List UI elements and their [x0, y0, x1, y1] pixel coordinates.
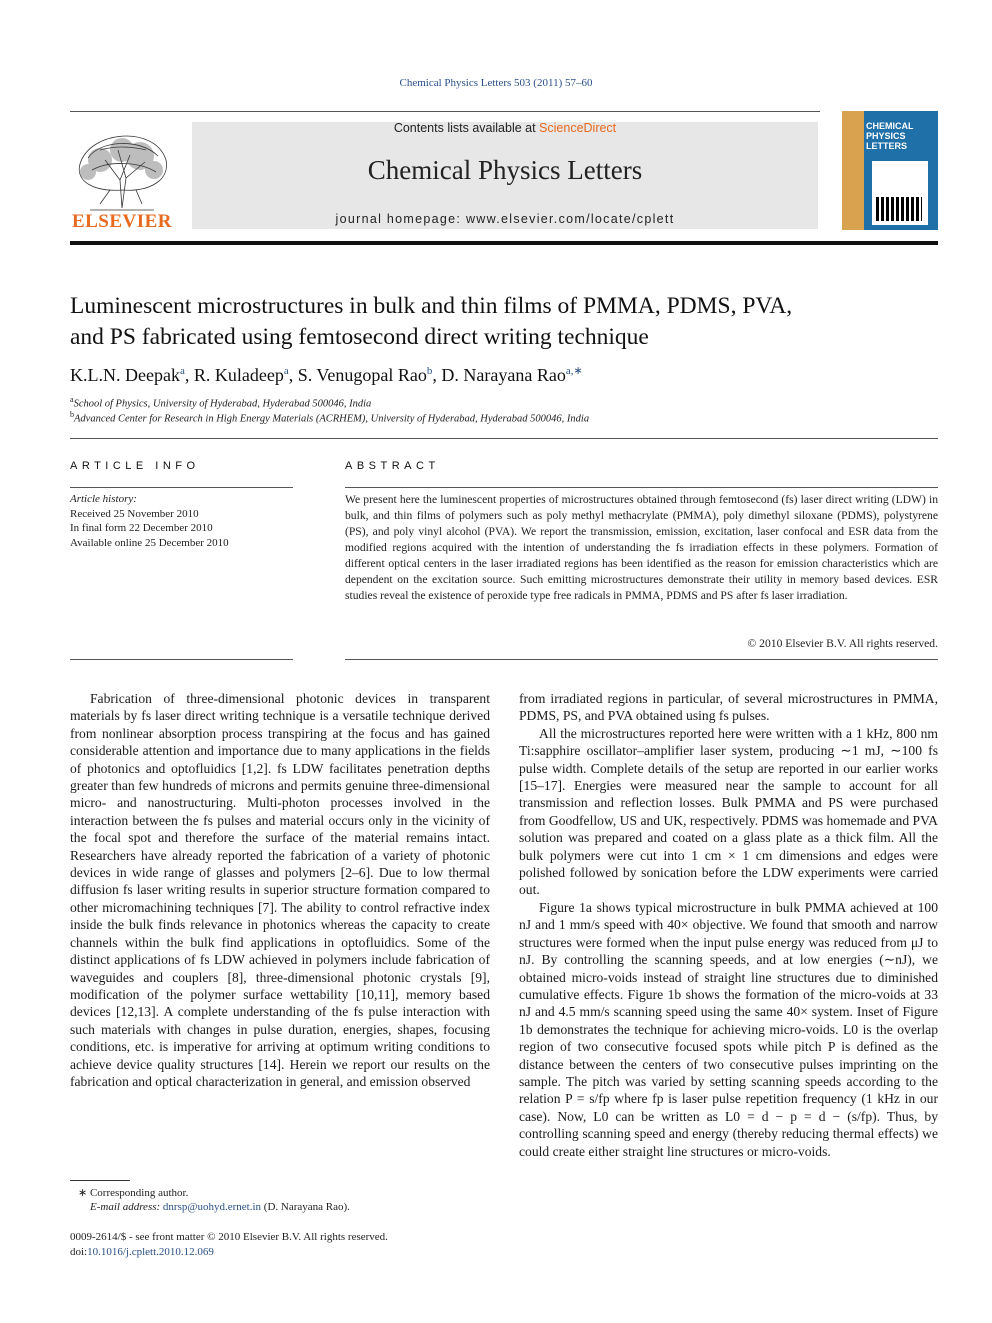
author-name[interactable]: D. Narayana Rao [441, 365, 566, 385]
doi-label: doi: [70, 1246, 88, 1258]
article-history [70, 492, 295, 550]
affiliation-text: Advanced Center for Research in High Energy Materials (ACRHEM), University of Hyderabad, Hyderabad 500046, India [74, 413, 590, 425]
body-left-column [70, 690, 490, 1090]
cover-title: CHEMICAL PHYSICS LETTERS [866, 121, 914, 151]
email-label: E-mail address: [90, 1201, 163, 1213]
sciencedirect-link[interactable]: ScienceDirect [539, 121, 617, 135]
body-right-column [519, 690, 938, 1160]
article-title [70, 291, 930, 353]
body-paragraph: All the microstructures reported here were written with a 1 kHz, 800 nm Ti:sapphire oscillator–amplifier laser system, producing ∼1 mJ, ∼100 fs pulse width. Complete details of the setup are reported in our earlier works [15–17]. Energies were measured near the sample to account for all transmission and reflection losses. Bulk PMMA and PS were purchased from Goodfellow, US and UK, respectively. PDMS was homemade and PVA solution was prepared and coated on a glass plate as a thick film. All the bulk polymers were cut into 1 cm × 1 cm dimensions and edges were polished followed by sonication before the LDW experiments were carried out. [519, 725, 938, 898]
header-divider [70, 111, 820, 112]
article-title-line-1: Luminescent microstructures in bulk and thin films of PMMA, PDMS, PVA, [70, 293, 793, 319]
abstract-bottom-rule [345, 659, 938, 660]
cover-spectrum-graphic [876, 197, 922, 221]
contents-line: Contents lists available at ScienceDirect [393, 121, 617, 135]
elsevier-wordmark: ELSEVIER [71, 211, 173, 232]
body-paragraph: Figure 1a shows typical microstructure in bulk PMMA achieved at 100 nJ and 1 mm/s speed with 40× objective. We found that smooth and narrow structures were formed when the input pulse energy was reduced from μJ to nJ. By controlling the scanning speeds, and at low energies (∼nJ), we obtained micro-voids instead of straight line structures due to diminished cumulative effects. Figure 1b shows the formation of the micro-voids at 33 nJ and 4.5 mm/s scanning speed using the same 40× system. Inset of Figure 1b demonstrates the technique for achieving micro-voids. L0 is the overlap region of two consecutive focused spots while pitch P is defined as the distance between the centers of two consecutive pulses imprinting on the sample. The pitch was varied by setting scanning speeds according to the relation P = s/fp where fp is laser pulse repetition frequency (1 kHz in our case). Now, L0 can be written as L0 = d − p = d − (s/fp). Thus, by controlling scanning speed and energy (thereby reducing thermal effects) we could create either straight line structures or micro-voids. [519, 899, 938, 1159]
journal-title: Chemical Physics Letters [367, 155, 643, 185]
author-affiliation-marker[interactable]: a [283, 365, 289, 377]
cover-stripe [842, 111, 864, 230]
body-paragraph-continued: from irradiated regions in particular, of several microstructures in PMMA, PDMS, PS, and PVA obtained using fs pulses. [519, 691, 938, 724]
revised-date: In final form 22 December 2010 [70, 522, 213, 534]
author-name[interactable]: S. Venugopal Rao [297, 365, 427, 385]
history-label: Article history: [70, 493, 137, 505]
journal-reference[interactable]: Chemical Physics Letters 503 (2011) 57–60 [399, 77, 593, 89]
online-date: Available online 25 December 2010 [70, 536, 229, 549]
email-note [90, 1201, 350, 1213]
corresponding-author-note: ∗ Corresponding author. [78, 1187, 189, 1199]
issn-line: 0009-2614/$ - see front matter © 2010 Elsevier B.V. All rights reserved. [70, 1231, 388, 1243]
affiliation-a [70, 395, 371, 410]
abstract-text: We present here the luminescent properties of microstructures obtained through femtosecond (fs) laser direct writing (LDW) in bulk, and thin films of polymers such as poly methyl methacrylate (PMMA), poly dimethyl siloxane (PDMS), polystyrene (PS), and poly vinyl alcohol (PVA). We report the transmission, emission, excitation, laser confocal and ESR data from the modified regions acquired with the intention of understanding the fs irradiation effects in these polymers. Formation of different optical centers in the laser irradiated regions has been identified as the reason for emission characteristics which are dependent on the excitation source. Such emitting microstructures demonstrate their utility in memory based devices. ESR studies reveal the existence of peroxide type free radicals in PMMA, PDMS and PS after fs laser irradiation. [345, 493, 938, 602]
author-affiliation-marker[interactable]: a [179, 365, 185, 377]
affiliation-divider [70, 438, 938, 439]
affiliation-marker: b [70, 410, 74, 419]
article-info-heading: ARTICLE INFO [70, 460, 200, 472]
journal-homepage[interactable]: journal homepage: www.elsevier.com/locate/cplett [335, 212, 675, 226]
article-title-line-2: and PS fabricated using femtosecond direct writing technique [70, 324, 649, 350]
affiliation-b [70, 410, 589, 425]
abstract-copyright: © 2010 Elsevier B.V. All rights reserved. [747, 637, 938, 650]
affiliation-marker: a [70, 395, 74, 404]
affiliation-text: School of Physics, University of Hyderabad, Hyderabad 500046, India [73, 398, 372, 410]
author-list: K.L.N. Deepak$^a$, R. Kuladeep$^a$, S. Venugopal Rao$^b$, D. Narayana Rao$^{a,∗}$ [70, 365, 583, 385]
email-link[interactable]: dnrsp@uohyd.ernet.in [162, 1201, 262, 1213]
abstract-rule [345, 487, 938, 488]
author-name[interactable]: K.L.N. Deepak [70, 365, 180, 385]
body-paragraph: Fabrication of three-dimensional photonic devices in transparent materials by fs laser direct writing technique is a versatile technique derived from nonlinear absorption process transpiring at the focus and has gained considerable attention and importance due to many applications in the fields of photonics and optofluidics [1,2]. fs LDW facilitates penetration depths greater than few hundreds of microns and permits genuine three-dimensional micro- and nanostructuring. Multi-photon processes involved in the interaction between the fs pulses and material occurs only in the vicinity of the focal spot and therefore the surface of the material remains intact. Researchers have already reported the fabrication of a variety of photonic devices in wide range of glasses and polymers [2–6]. Due to low thermal diffusion fs laser writing results in superior structure formation compared to other micromachining techniques [7]. The ability to control refractive index inside the bulk finds relevance in photonics whereas the capacity to create channels within the bulk find applications in optofluidics. Some of the distinct applications of fs LDW achieved in polymers include fabrication of waveguides and couplers [8], three-dimensional photonic crystals [9], modification of the polymer surface wettability [10,11], memory based devices [12,13]. A complete understanding of the fs pulse interaction with such materials with changes in pulse duration, energies, shapes, focusing conditions, etc. is imperative for arriving at optimum writing conditions to achieve device quality structures [14]. Herein we report our results on the fabrication and optical characterization in general, and emission observed [70, 691, 490, 1089]
article-info-rule [70, 487, 293, 488]
received-date: Received 25 November 2010 [70, 507, 199, 520]
journal-cover-image[interactable] [842, 111, 938, 230]
abstract-heading: ABSTRACT [345, 460, 440, 472]
author-affiliation-marker[interactable]: a,∗ [565, 365, 583, 377]
email-owner: (D. Narayana Rao). [261, 1201, 350, 1213]
article-info-bottom-rule [70, 659, 293, 660]
doi-line [70, 1246, 214, 1258]
masthead-rule [70, 241, 938, 245]
author-affiliation-marker[interactable]: b [426, 365, 433, 377]
author-name[interactable]: R. Kuladeep [193, 365, 284, 385]
doi-link[interactable]: 10.1016/j.cplett.2010.12.069 [87, 1246, 214, 1258]
footnote-rule [70, 1180, 130, 1181]
